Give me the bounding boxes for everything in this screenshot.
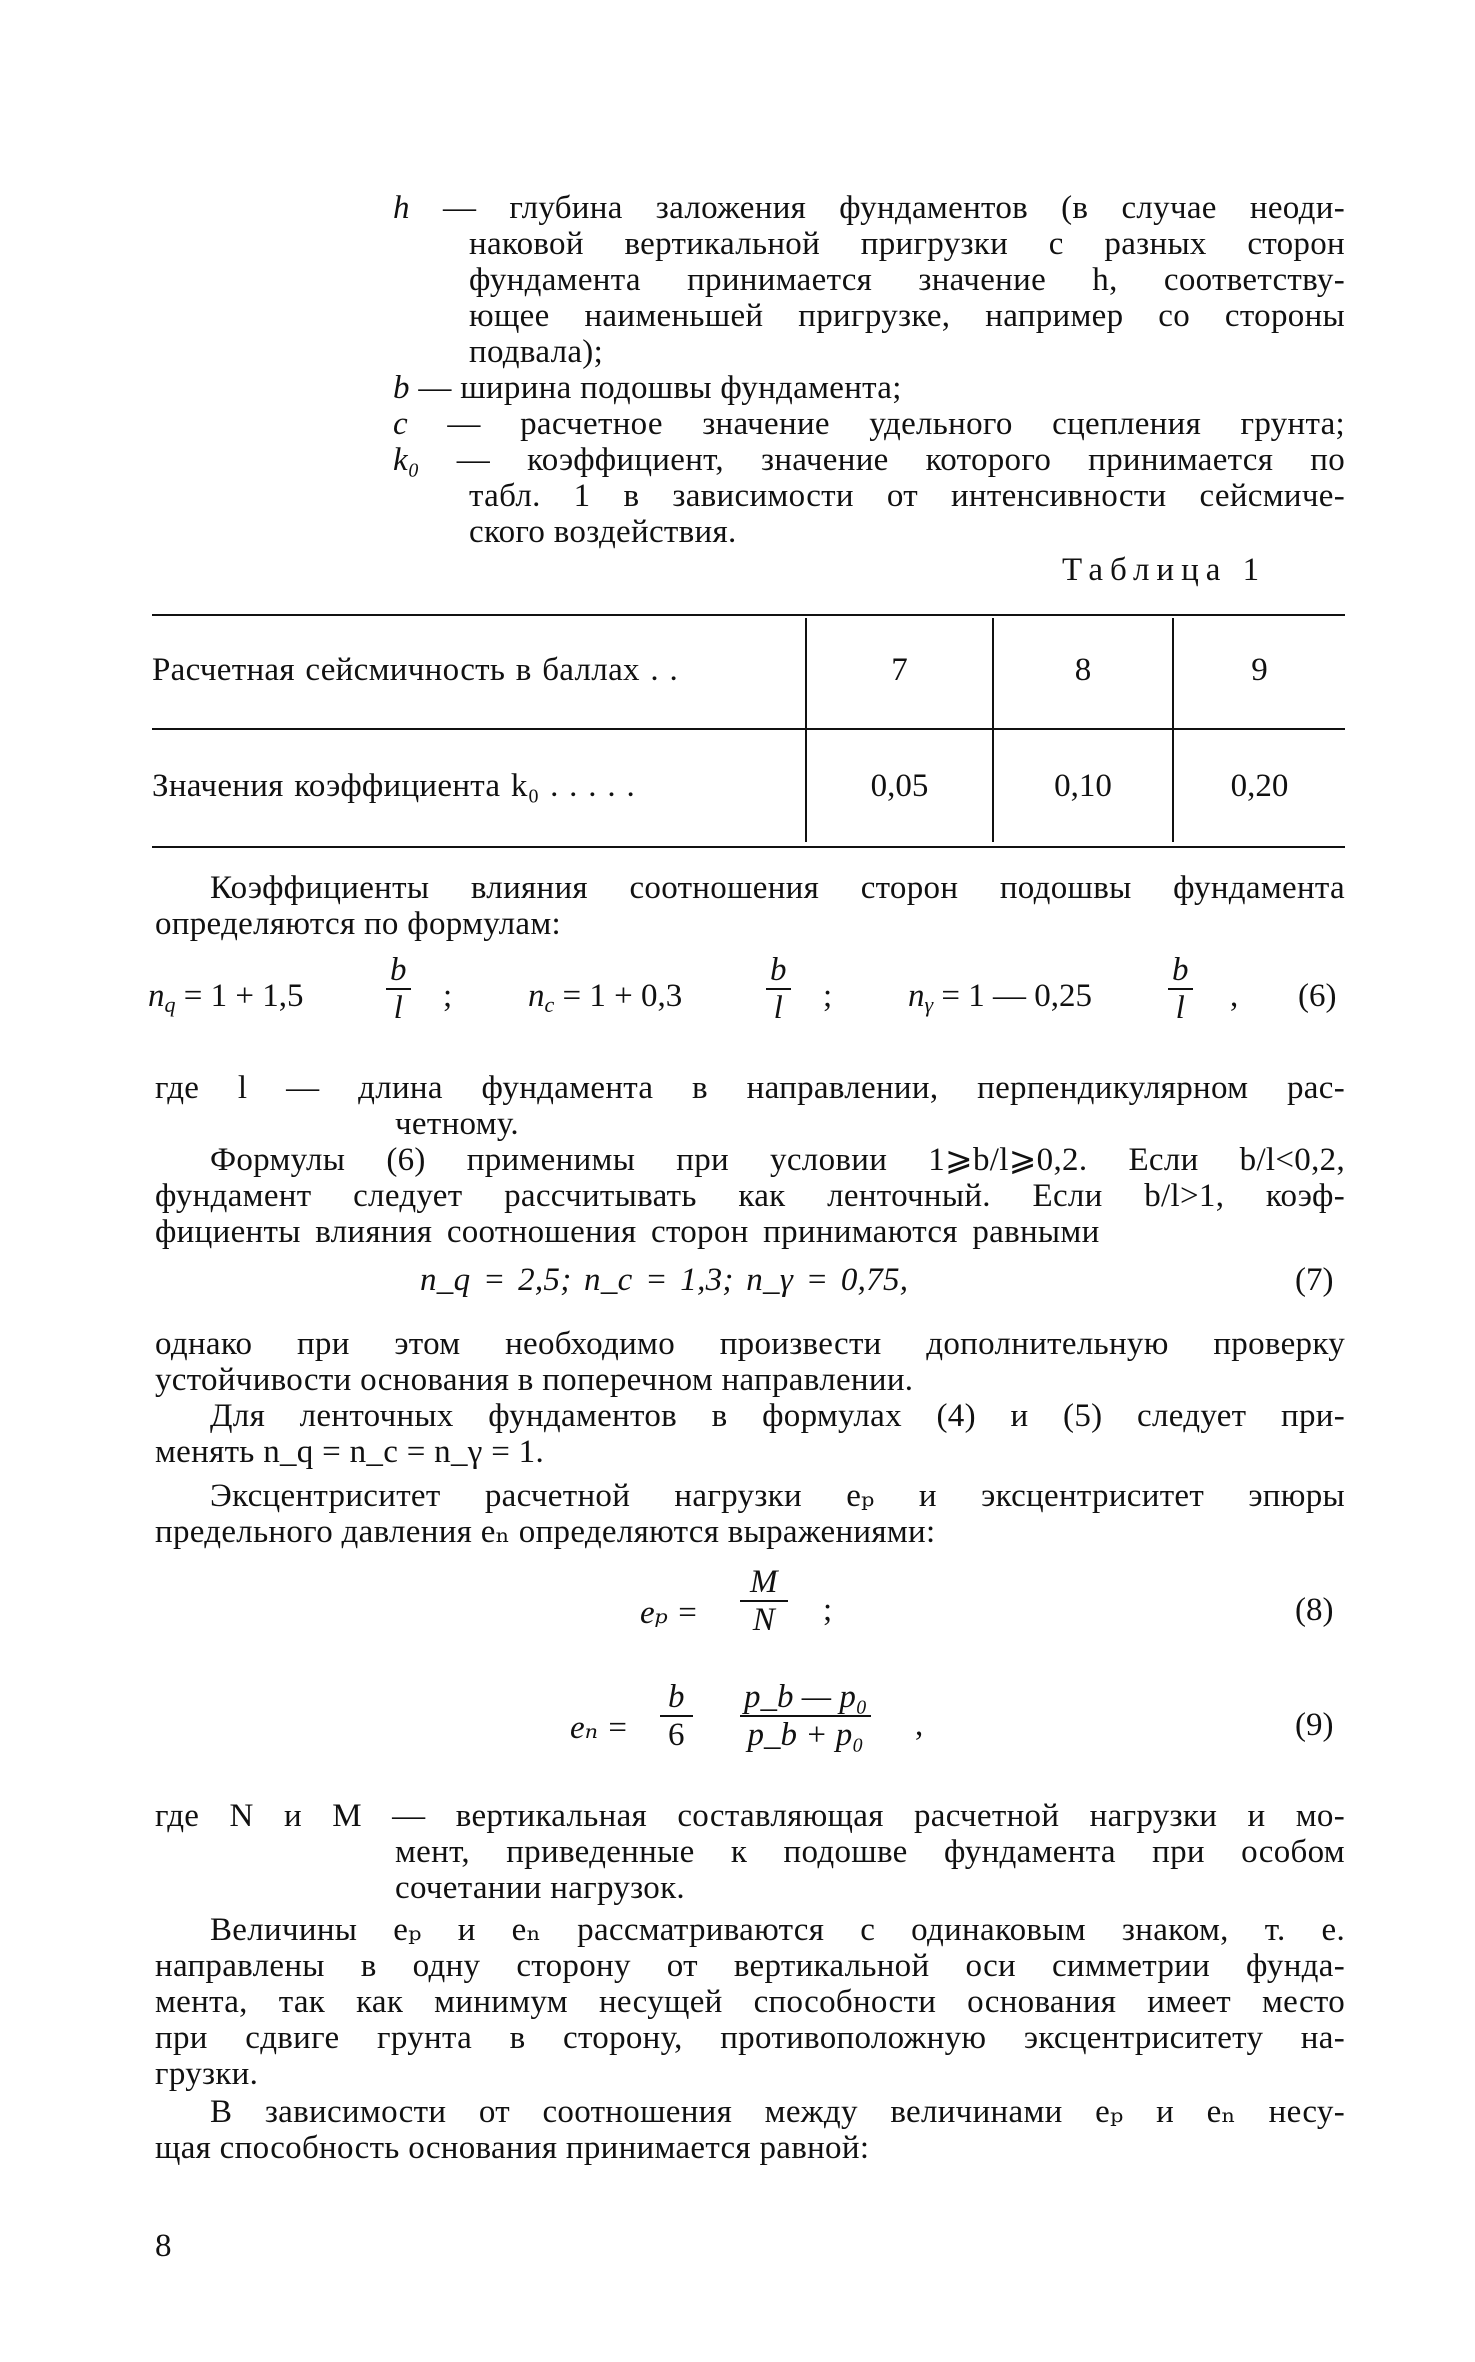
fraction-denominator: N <box>752 1602 775 1638</box>
equation-number: (6) <box>1298 978 1337 1014</box>
def-line-5: подвала); <box>469 334 604 370</box>
fraction-denominator: l <box>393 990 403 1026</box>
def-text: — расчетное значение удельного сцепления грунта; <box>447 406 1345 442</box>
paragraph-line: определяются по формулам: <box>155 906 561 942</box>
eq6-nq-fraction <box>386 952 411 1026</box>
paragraph-line: фициенты влияния соотношения сторон принимаются равными <box>155 1214 1100 1250</box>
eq-separator: ; <box>443 978 453 1014</box>
eq-lhs: eₙ = <box>570 1710 629 1746</box>
def-symbol: b <box>393 370 410 406</box>
table-cell: 8 <box>1074 652 1092 688</box>
paragraph-line: грузки. <box>155 2056 259 2092</box>
eq6-nq <box>148 978 303 1018</box>
paragraph-line: устойчивости основания в поперечном направлении. <box>155 1362 914 1398</box>
eq-symbol: n <box>148 978 165 1014</box>
def-line-8 <box>393 442 1345 478</box>
table-cell: 0,05 <box>870 768 929 804</box>
fraction-denominator: l <box>773 990 783 1026</box>
eq-separator: , <box>915 1707 924 1743</box>
fraction-numerator: M <box>740 1564 788 1602</box>
fraction-numerator: b <box>766 952 791 990</box>
eq-text: = 1 + 1,5 <box>183 978 304 1014</box>
eq-text: = 1 — 0,25 <box>941 978 1093 1014</box>
eq-text: = 1 + 0,3 <box>562 978 683 1014</box>
paragraph-line: Для ленточных фундаментов в формулах (4) и (5) следует при- <box>210 1398 1345 1434</box>
table-row2-label: Значения коэффициента k₀ . . . . . <box>152 768 636 804</box>
paragraph-line: сочетании нагрузок. <box>395 1870 685 1906</box>
def-line-10: ского воздействия. <box>469 514 737 550</box>
def-line-2: наковой вертикальной пригрузки с разных сторон <box>469 226 1345 262</box>
def-line-1 <box>393 190 1345 226</box>
table-cell: 0,10 <box>1054 768 1112 804</box>
equation-8 <box>640 1560 1360 1660</box>
def-text: — коэффициент, значение которого принимается по <box>456 442 1345 478</box>
table-rule-bottom <box>152 846 1345 848</box>
paragraph-line: где N и M — вертикальная составляющая расчетной нагрузки и мо- <box>155 1798 1345 1834</box>
eq6-ngamma <box>908 978 1092 1018</box>
table-rule-middle <box>152 728 1345 730</box>
paragraph-line: Формулы (6) применимы при условии 1⩾b/l⩾0,2. Если b/l<0,2, <box>210 1142 1345 1178</box>
paragraph-line: мент, приведенные к подошве фундамента при особом <box>395 1834 1345 1870</box>
paragraph-line: где l — длина фундамента в направлении, перпендикулярном рас- <box>155 1070 1345 1106</box>
paragraph-line: мента, так как минимум несущей способности основания имеет место <box>155 1984 1345 2020</box>
eq-lhs: eₚ = <box>640 1595 699 1631</box>
eq-separator: ; <box>823 1592 833 1628</box>
fraction-numerator: b <box>660 1679 693 1717</box>
eq8-fraction <box>740 1564 788 1638</box>
paragraph-line: В зависимости от соотношения между величинами eₚ и eₙ несу- <box>210 2094 1345 2130</box>
paragraph-line: направлены в одну сторону от вертикальной оси симметрии фунда- <box>155 1948 1345 1984</box>
def-line-7 <box>393 406 1345 442</box>
table-caption: Таблица 1 <box>1062 552 1267 588</box>
def-text: — глубина заложения фундаментов (в случае неоди- <box>442 190 1345 226</box>
fraction-numerator: b <box>1168 952 1193 990</box>
page-number: 8 <box>155 2228 172 2264</box>
eq-symbol: n <box>908 978 925 1014</box>
paragraph-line: менять n_q = n_c = n_γ = 1. <box>155 1434 545 1470</box>
fraction-denominator: 6 <box>668 1717 685 1753</box>
eq9-fraction-1 <box>660 1679 693 1753</box>
fraction-numerator: p_b — p₀ <box>740 1679 871 1717</box>
fraction-denominator: l <box>1175 990 1185 1026</box>
eq-subscript: c <box>544 992 555 1017</box>
eq-subscript: q <box>164 992 176 1017</box>
paragraph-line: Эксцентриситет расчетной нагрузки eₚ и эксцентриситет эпюры <box>210 1478 1345 1514</box>
eq9-fraction-2 <box>740 1679 871 1753</box>
eq6-nc <box>528 978 682 1018</box>
equation-number: (8) <box>1295 1592 1334 1628</box>
equation-6 <box>148 952 1348 1052</box>
table-row1-label: Расчетная сейсмичность в баллах . . <box>152 652 679 688</box>
paragraph-line: Коэффициенты влияния соотношения сторон подошвы фундамента <box>210 870 1345 906</box>
eq6-ngamma-fraction <box>1168 952 1193 1026</box>
paragraph-line: однако при этом необходимо произвести дополнительную проверку <box>155 1326 1345 1362</box>
table-cell: 0,20 <box>1230 768 1289 804</box>
eq-subscript: γ <box>924 992 934 1017</box>
def-line-6 <box>393 370 902 406</box>
paragraph-line: предельного давления eₙ определяются выражениями: <box>155 1514 936 1550</box>
def-line-4: ющее наименьшей пригрузке, например со стороны <box>469 298 1345 334</box>
table-cell: 7 <box>891 652 908 688</box>
eq6-nc-fraction <box>766 952 791 1026</box>
eq-separator: ; <box>823 978 833 1014</box>
paragraph-line: щая способность основания принимается равной: <box>155 2130 870 2166</box>
paragraph-line: четному. <box>395 1106 519 1142</box>
def-symbol: k₀ <box>393 442 420 478</box>
equation-number: (7) <box>1295 1262 1334 1298</box>
equation-9 <box>570 1675 1360 1775</box>
fraction-numerator: b <box>386 952 411 990</box>
table-rule-top <box>152 614 1345 616</box>
paragraph-line: при сдвиге грунта в сторону, противоположную эксцентриситету на- <box>155 2020 1345 2056</box>
def-symbol: h <box>393 190 410 226</box>
def-line-3: фундамента принимается значение h, соответству- <box>469 262 1345 298</box>
paragraph-line: фундамент следует рассчитывать как ленточный. Если b/l>1, коэф- <box>155 1178 1345 1214</box>
def-symbol: c <box>393 406 408 442</box>
def-text: — ширина подошвы фундамента; <box>418 370 902 406</box>
def-line-9: табл. 1 в зависимости от интенсивности сейсмиче- <box>469 478 1345 514</box>
table-cell: 9 <box>1251 652 1268 688</box>
equation-7: n_q = 2,5; n_c = 1,3; n_γ = 0,75, <box>420 1262 909 1298</box>
paragraph-line: Величины eₚ и eₙ рассматриваются с одинаковым знаком, т. е. <box>210 1912 1345 1948</box>
fraction-denominator: p_b + p₀ <box>747 1717 864 1753</box>
equation-number: (9) <box>1295 1707 1334 1743</box>
eq-separator: , <box>1230 978 1239 1014</box>
eq-symbol: n <box>528 978 545 1014</box>
